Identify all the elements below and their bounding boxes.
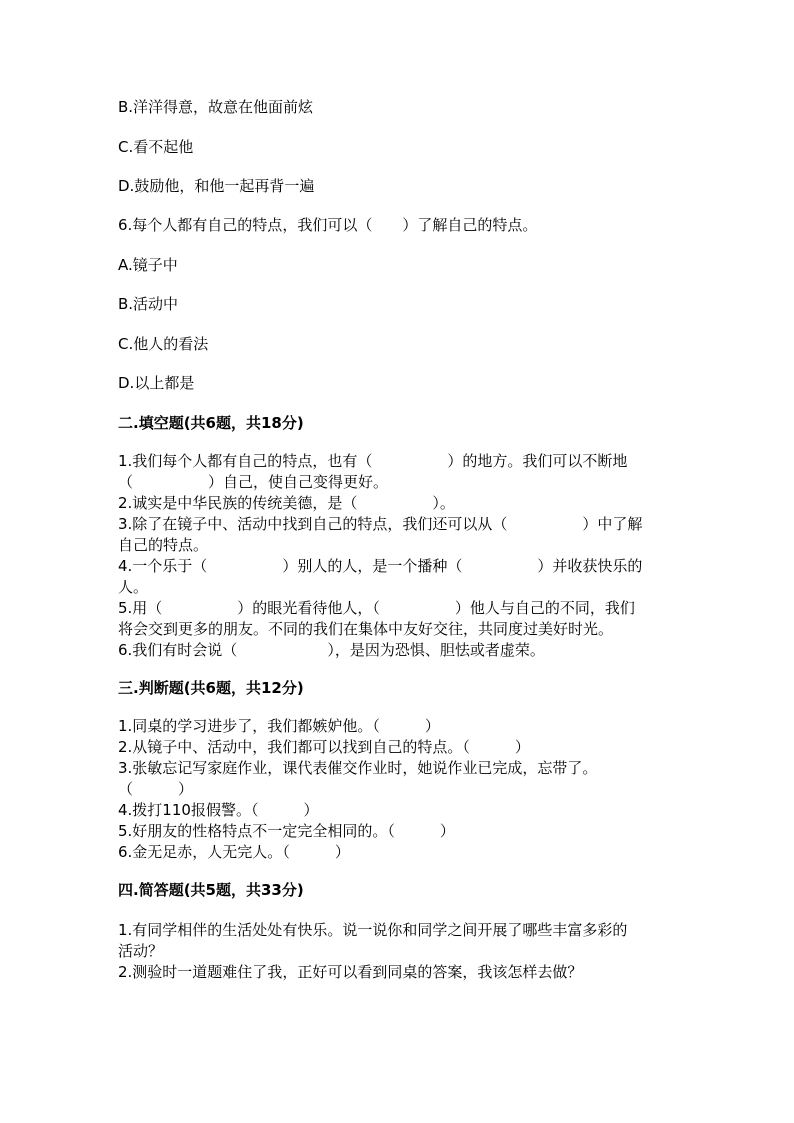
section-4-line: 活动？ xyxy=(118,942,164,960)
section-2-line: 2.诚实是中华民族的传统美德，是（ ）。 xyxy=(118,494,455,512)
question-6-option-a: A.镜子中 xyxy=(118,256,178,274)
section-4-body xyxy=(118,920,674,983)
section-2-line: 1.我们每个人都有自己的特点，也有（ ）的地方。我们可以不断地 xyxy=(118,452,628,470)
section-3-line: 2.从镜子中、活动中，我们都可以找到自己的特点。（ ） xyxy=(118,738,530,756)
section-3-line: 4.拨打110报假警。（ ） xyxy=(118,801,319,819)
section-2-line: 3.除了在镜子中、活动中找到自己的特点，我们还可以从（ ）中了解 xyxy=(118,515,643,533)
section-3-line: （ ） xyxy=(118,780,194,798)
section-3-title: 三.判断题(共6题，共12分) xyxy=(118,679,304,697)
question-6-stem: 6.每个人都有自己的特点，我们可以（ ）了解自己的特点。 xyxy=(118,216,538,234)
question-6-option-b: B.活动中 xyxy=(118,295,179,313)
section-2-line: 6.我们有时会说（ ），是因为恐惧、胆怯或者虚荣。 xyxy=(118,641,545,659)
section-3-line: 5.好朋友的性格特点不一定完全相同的。（ ） xyxy=(118,822,455,840)
section-2-title: 二.填空题(共6题，共18分) xyxy=(118,414,304,432)
section-2-line: 自己的特点。 xyxy=(118,536,209,554)
option-d-previous: D.鼓励他，和他一起再背一遍 xyxy=(118,177,315,195)
question-6-option-d: D.以上都是 xyxy=(118,374,195,392)
question-6-option-c: C.他人的看法 xyxy=(118,335,209,353)
section-2-line: 4.一个乐于（ ）别人的人，是一个播种（ ）并收获快乐的 xyxy=(118,557,643,575)
option-c-previous: C.看不起他 xyxy=(118,138,194,156)
section-3-line: 1.同桌的学习进步了，我们都嫉妒他。（ ） xyxy=(118,717,440,735)
section-2-line: （ ）自己，使自己变得更好。 xyxy=(118,473,389,491)
section-2-body xyxy=(118,451,674,661)
section-3-body xyxy=(118,716,674,863)
section-4-line: 1.有同学相伴的生活处处有快乐。说一说你和同学之间开展了哪些丰富多彩的 xyxy=(118,921,628,939)
section-2-line: 5.用（ ）的眼光看待他人，（ ）他人与自己的不同，我们 xyxy=(118,599,635,617)
section-2-line: 将会交到更多的朋友。不同的我们在集体中友好交往，共同度过美好时光。 xyxy=(118,620,614,638)
section-4-title: 四.简答题(共5题，共33分) xyxy=(118,881,304,899)
section-2-line: 人。 xyxy=(118,578,149,596)
section-4-line: 2.测验时一道题难住了我，正好可以看到同桌的答案，我该怎样去做？ xyxy=(118,963,583,981)
section-3-line: 3.张敏忘记写家庭作业，课代表催交作业时，她说作业已完成，忘带了。 xyxy=(118,759,598,777)
section-3-line: 6.金无足赤，人无完人。（ ） xyxy=(118,843,350,861)
option-b-previous: B.洋洋得意，故意在他面前炫 xyxy=(118,98,314,116)
